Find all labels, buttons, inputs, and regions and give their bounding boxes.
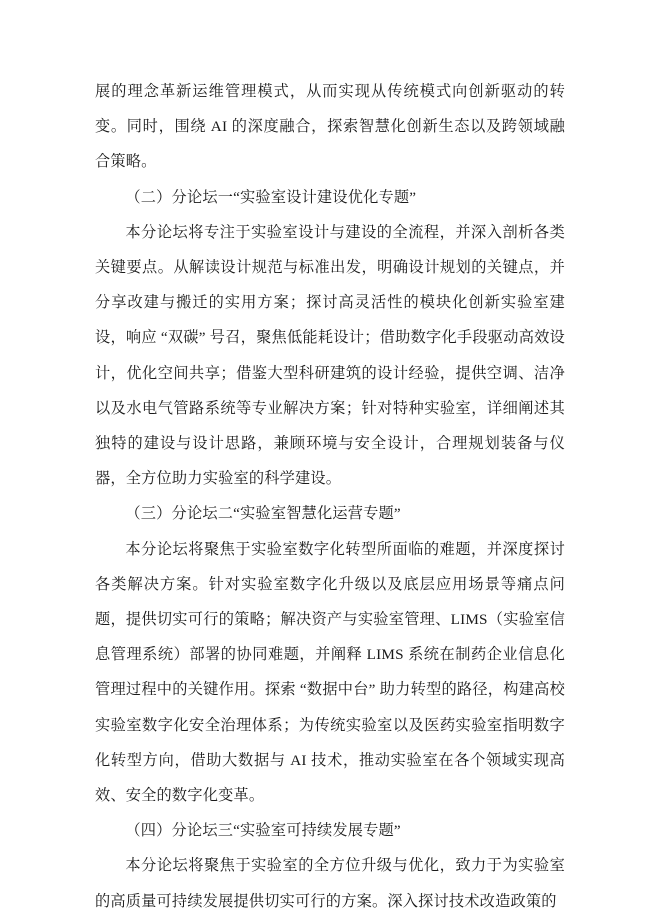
section-heading-forum-three: （四）分论坛三“实验室可持续发展专题” xyxy=(125,822,401,840)
page-text-body xyxy=(95,74,565,914)
section-heading-forum-two: （三）分论坛二“实验室智慧化运营专题” xyxy=(125,505,401,523)
paragraph-forum-one-body: 本分论坛将专注于实验室设计与建设的全流程，并深入剖析各类关键要点。从解读设计规范与标准出发，明确设计规划的关键点，并分享改建与搬迁的实用方案；探讨高灵活性的模块化创新实验室建设，响应 “双碳” 号召，聚焦低能耗设计；借助数字化手段驱动高效设计，优化空间共享；借鉴大型科研建筑的设计经验，提供空调、洁净以及水电气管路系统等专业解决方案；针对特种实验室，详细阐述其独特的建设与设计思路，兼顾环境与安全设计，合理规划装备与仪器，全方位助力实验室的科学建设。 xyxy=(95,223,565,488)
section-heading-forum-one: （二）分论坛一“实验室设计建设优化专题” xyxy=(125,188,417,206)
paragraph-continued: 展的理念革新运维管理模式，从而实现从传统模式向创新驱动的转变。同时，围绕 AI 的深度融合，探索智慧化创新生态以及跨领域融合策略。 xyxy=(95,83,565,171)
paragraph-forum-three-body: 本分论坛将聚焦于实验室的全方位升级与优化，致力于为实验室的高质量可持续发展提供切实可行的方案。深入探讨技术改造政策的 xyxy=(95,857,565,910)
paragraph-forum-two-body: 本分论坛将聚焦于实验室数字化转型所面临的难题，并深度探讨各类解决方案。针对实验室数字化升级以及底层应用场景等痛点问题，提供切实可行的策略；解决资产与实验室管理、LIMS（实验室信息管理系统）部署的协同难题，并阐释 LIMS 系统在制药企业信息化管理过程中的关键作用。探索 “数据中台” 助力转型的路径，构建高校实验室数字化安全治理体系；为传统实验室以及医药实验室指明数字化转型方向，借助大数据与 AI 技术，推动实验室在各个领域实现高效、安全的数字化变革。 xyxy=(95,540,565,805)
